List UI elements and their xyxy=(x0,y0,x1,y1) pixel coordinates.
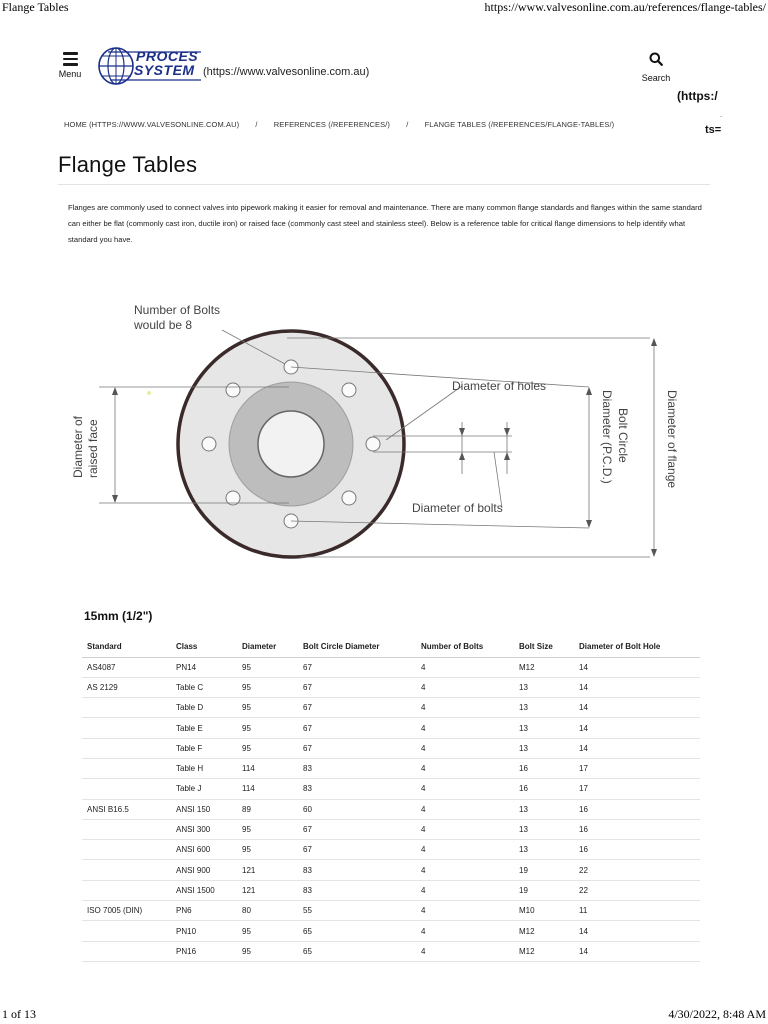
label-would-be-8: would be 8 xyxy=(134,318,193,332)
table-cell: 95 xyxy=(237,738,298,758)
magnifier-icon xyxy=(649,52,663,66)
table-cell: 4 xyxy=(416,677,514,697)
bore-circle xyxy=(258,411,324,477)
table-cell xyxy=(82,738,171,758)
print-footer-page: 1 of 13 xyxy=(2,1007,36,1021)
table-cell: 4 xyxy=(416,819,514,839)
breadcrumb-separator: / xyxy=(406,120,409,129)
table-cell: ANSI 150 xyxy=(171,799,237,819)
table-cell: 4 xyxy=(416,840,514,860)
table-cell: ANSI 900 xyxy=(171,860,237,880)
table-cell: 83 xyxy=(298,779,416,799)
label-raised-face: raised face xyxy=(86,419,100,478)
table-cell: 14 xyxy=(574,941,700,961)
table-row xyxy=(82,677,700,697)
table-cell: 83 xyxy=(298,860,416,880)
table-cell: ANSI 1500 xyxy=(171,880,237,900)
table-cell: 4 xyxy=(416,718,514,738)
label-number-of-bolts: Number of Bolts xyxy=(134,303,221,317)
table-row xyxy=(82,799,700,819)
table-cell: 11 xyxy=(574,901,700,921)
table-cell: 16 xyxy=(514,779,574,799)
overflow-dot: . xyxy=(720,110,723,119)
breadcrumb xyxy=(64,120,614,129)
table-cell: 14 xyxy=(574,921,700,941)
table-cell: 83 xyxy=(298,880,416,900)
table-cell xyxy=(82,921,171,941)
table-cell: M10 xyxy=(514,901,574,921)
table-header-row xyxy=(82,637,700,657)
flange-diagram xyxy=(62,270,706,580)
table-cell: 4 xyxy=(416,657,514,677)
table-cell: 19 xyxy=(514,880,574,900)
table-cell xyxy=(82,860,171,880)
table-cell: PN10 xyxy=(171,921,237,941)
table-cell: 95 xyxy=(237,698,298,718)
size-heading: 15mm (1/2") xyxy=(84,609,153,623)
table-cell: 19 xyxy=(514,860,574,880)
table-row xyxy=(82,941,700,961)
table-cell: Table F xyxy=(171,738,237,758)
table-cell: 95 xyxy=(237,921,298,941)
table-row xyxy=(82,819,700,839)
table-cell: M12 xyxy=(514,657,574,677)
table-cell xyxy=(82,941,171,961)
table-cell: 83 xyxy=(298,758,416,778)
table-row xyxy=(82,657,700,677)
table-cell xyxy=(82,880,171,900)
table-cell: 95 xyxy=(237,718,298,738)
table-cell xyxy=(82,698,171,718)
table-cell: ANSI 300 xyxy=(171,819,237,839)
table-cell: PN6 xyxy=(171,901,237,921)
table-cell: ISO 7005 (DIN) xyxy=(82,901,171,921)
table-row xyxy=(82,779,700,799)
table-cell xyxy=(82,819,171,839)
table-cell xyxy=(82,758,171,778)
table-cell: 16 xyxy=(574,840,700,860)
breadcrumb-home[interactable]: HOME (HTTPS://WWW.VALVESONLINE.COM.AU) xyxy=(64,120,240,129)
hamburger-icon xyxy=(63,52,78,66)
search-button[interactable] xyxy=(638,52,674,82)
print-header-url: https://www.valvesonline.com.au/references/flange-tables/ xyxy=(484,0,766,14)
table-row xyxy=(82,698,700,718)
table-cell: 16 xyxy=(514,758,574,778)
breadcrumb-flange-tables[interactable]: FLANGE TABLES (/REFERENCES/FLANGE-TABLES/) xyxy=(424,120,615,129)
print-footer xyxy=(0,1008,768,1024)
label-diameter-of-flange: Diameter of flange xyxy=(665,390,679,489)
overflow-ts-text: ts= xyxy=(705,124,722,136)
table-cell: AS4087 xyxy=(82,657,171,677)
table-cell: 89 xyxy=(237,799,298,819)
breadcrumb-references[interactable]: REFERENCES (/REFERENCES/) xyxy=(273,120,391,129)
table-cell: 22 xyxy=(574,880,700,900)
table-row xyxy=(82,921,700,941)
table-cell: 13 xyxy=(514,677,574,697)
table-cell: 13 xyxy=(514,718,574,738)
table-cell: PN14 xyxy=(171,657,237,677)
column-header: Class xyxy=(171,637,237,657)
table-cell: Table C xyxy=(171,677,237,697)
table-row xyxy=(82,880,700,900)
title-divider xyxy=(58,184,710,185)
table-cell: 67 xyxy=(298,657,416,677)
print-header-title: Flange Tables xyxy=(2,0,69,14)
table-cell: 95 xyxy=(237,819,298,839)
table-cell: 67 xyxy=(298,819,416,839)
table-cell: 17 xyxy=(574,779,700,799)
table-cell xyxy=(82,718,171,738)
table-cell: 13 xyxy=(514,840,574,860)
label-pcd: Diameter (P.C.D.) xyxy=(600,390,614,484)
logo-text-system: SYSTEM xyxy=(134,62,195,78)
table-cell: 22 xyxy=(574,860,700,880)
column-header: Standard xyxy=(82,637,171,657)
table-cell: 67 xyxy=(298,677,416,697)
table-cell: 114 xyxy=(237,779,298,799)
table-cell: 14 xyxy=(574,718,700,738)
logo-text-proces: PROCES xyxy=(136,48,199,64)
table-cell: 4 xyxy=(416,860,514,880)
site-logo[interactable] xyxy=(96,44,206,86)
table-cell: 60 xyxy=(298,799,416,819)
table-cell: 13 xyxy=(514,738,574,758)
table-cell: 16 xyxy=(574,799,700,819)
table-cell: 95 xyxy=(237,657,298,677)
table-cell: M12 xyxy=(514,921,574,941)
table-body xyxy=(82,657,700,961)
table-row xyxy=(82,860,700,880)
table-cell: 13 xyxy=(514,698,574,718)
column-header: Diameter xyxy=(237,637,298,657)
home-link[interactable]: (https://www.valvesonline.com.au) xyxy=(203,66,370,78)
table-cell: 13 xyxy=(514,819,574,839)
table-cell: Table J xyxy=(171,779,237,799)
label-diameter-of: Diameter of xyxy=(71,415,85,478)
table-cell: ANSI B16.5 xyxy=(82,799,171,819)
table-cell: 4 xyxy=(416,779,514,799)
flange-table xyxy=(82,637,700,962)
page-title: Flange Tables xyxy=(58,152,198,177)
label-diameter-of-bolts: Diameter of bolts xyxy=(412,501,503,515)
table-cell: 80 xyxy=(237,901,298,921)
column-header: Bolt Size xyxy=(514,637,574,657)
table-cell: 95 xyxy=(237,677,298,697)
table-row xyxy=(82,758,700,778)
breadcrumb-separator: / xyxy=(255,120,258,129)
table-cell: 4 xyxy=(416,799,514,819)
table-cell: Table D xyxy=(171,698,237,718)
table-cell xyxy=(82,779,171,799)
table-cell: 67 xyxy=(298,738,416,758)
table-cell: 95 xyxy=(237,941,298,961)
table-cell: Table E xyxy=(171,718,237,738)
print-header xyxy=(0,0,768,16)
table-cell: 14 xyxy=(574,677,700,697)
table-cell: 4 xyxy=(416,738,514,758)
table-cell: PN16 xyxy=(171,941,237,961)
table-row xyxy=(82,840,700,860)
table-cell: 4 xyxy=(416,698,514,718)
table-cell: 17 xyxy=(574,758,700,778)
table-cell: 114 xyxy=(237,758,298,778)
table-cell: 4 xyxy=(416,901,514,921)
table-cell: Table H xyxy=(171,758,237,778)
table-cell: 14 xyxy=(574,698,700,718)
table-cell: 65 xyxy=(298,941,416,961)
column-header: Bolt Circle Diameter xyxy=(298,637,416,657)
table-cell: ANSI 600 xyxy=(171,840,237,860)
label-diameter-of-holes: Diameter of holes xyxy=(452,379,547,393)
table-row xyxy=(82,901,700,921)
column-header: Number of Bolts xyxy=(416,637,514,657)
table-cell: 95 xyxy=(237,840,298,860)
overflow-link-text[interactable]: (https:/ xyxy=(677,89,718,103)
table-cell: 67 xyxy=(298,840,416,860)
menu-button[interactable] xyxy=(56,52,84,82)
column-header: Diameter of Bolt Hole xyxy=(574,637,700,657)
table-cell: 4 xyxy=(416,758,514,778)
menu-label: Menu xyxy=(58,68,82,79)
table-cell xyxy=(82,840,171,860)
table-cell: 121 xyxy=(237,880,298,900)
table-cell: 14 xyxy=(574,657,700,677)
table-cell: 67 xyxy=(298,698,416,718)
table-cell: 121 xyxy=(237,860,298,880)
table-cell: 13 xyxy=(514,799,574,819)
table-cell: 67 xyxy=(298,718,416,738)
table-row xyxy=(82,718,700,738)
table-cell: 4 xyxy=(416,880,514,900)
search-label: Search xyxy=(641,73,671,83)
table-cell: AS 2129 xyxy=(82,677,171,697)
label-bolt-circle: Bolt Circle xyxy=(616,408,630,463)
table-cell: 4 xyxy=(416,921,514,941)
table-cell: 65 xyxy=(298,921,416,941)
print-footer-datetime: 4/30/2022, 8:48 AM xyxy=(668,1007,766,1021)
table-row xyxy=(82,738,700,758)
table-cell: M12 xyxy=(514,941,574,961)
table-cell: 4 xyxy=(416,941,514,961)
table-cell: 14 xyxy=(574,738,700,758)
table-cell: 55 xyxy=(298,901,416,921)
table-cell: 16 xyxy=(574,819,700,839)
intro-paragraph: Flanges are commonly used to connect valves into pipework making it easier for removal and maintenance. There are many common flange standards and flanges within the same standard can either be flat (commonly cast iron, ductile iron) or raised face (commonly cast steel and stainless steel). Below is a reference table for critical flange dimensions to help identify what standard you have. xyxy=(68,203,702,244)
